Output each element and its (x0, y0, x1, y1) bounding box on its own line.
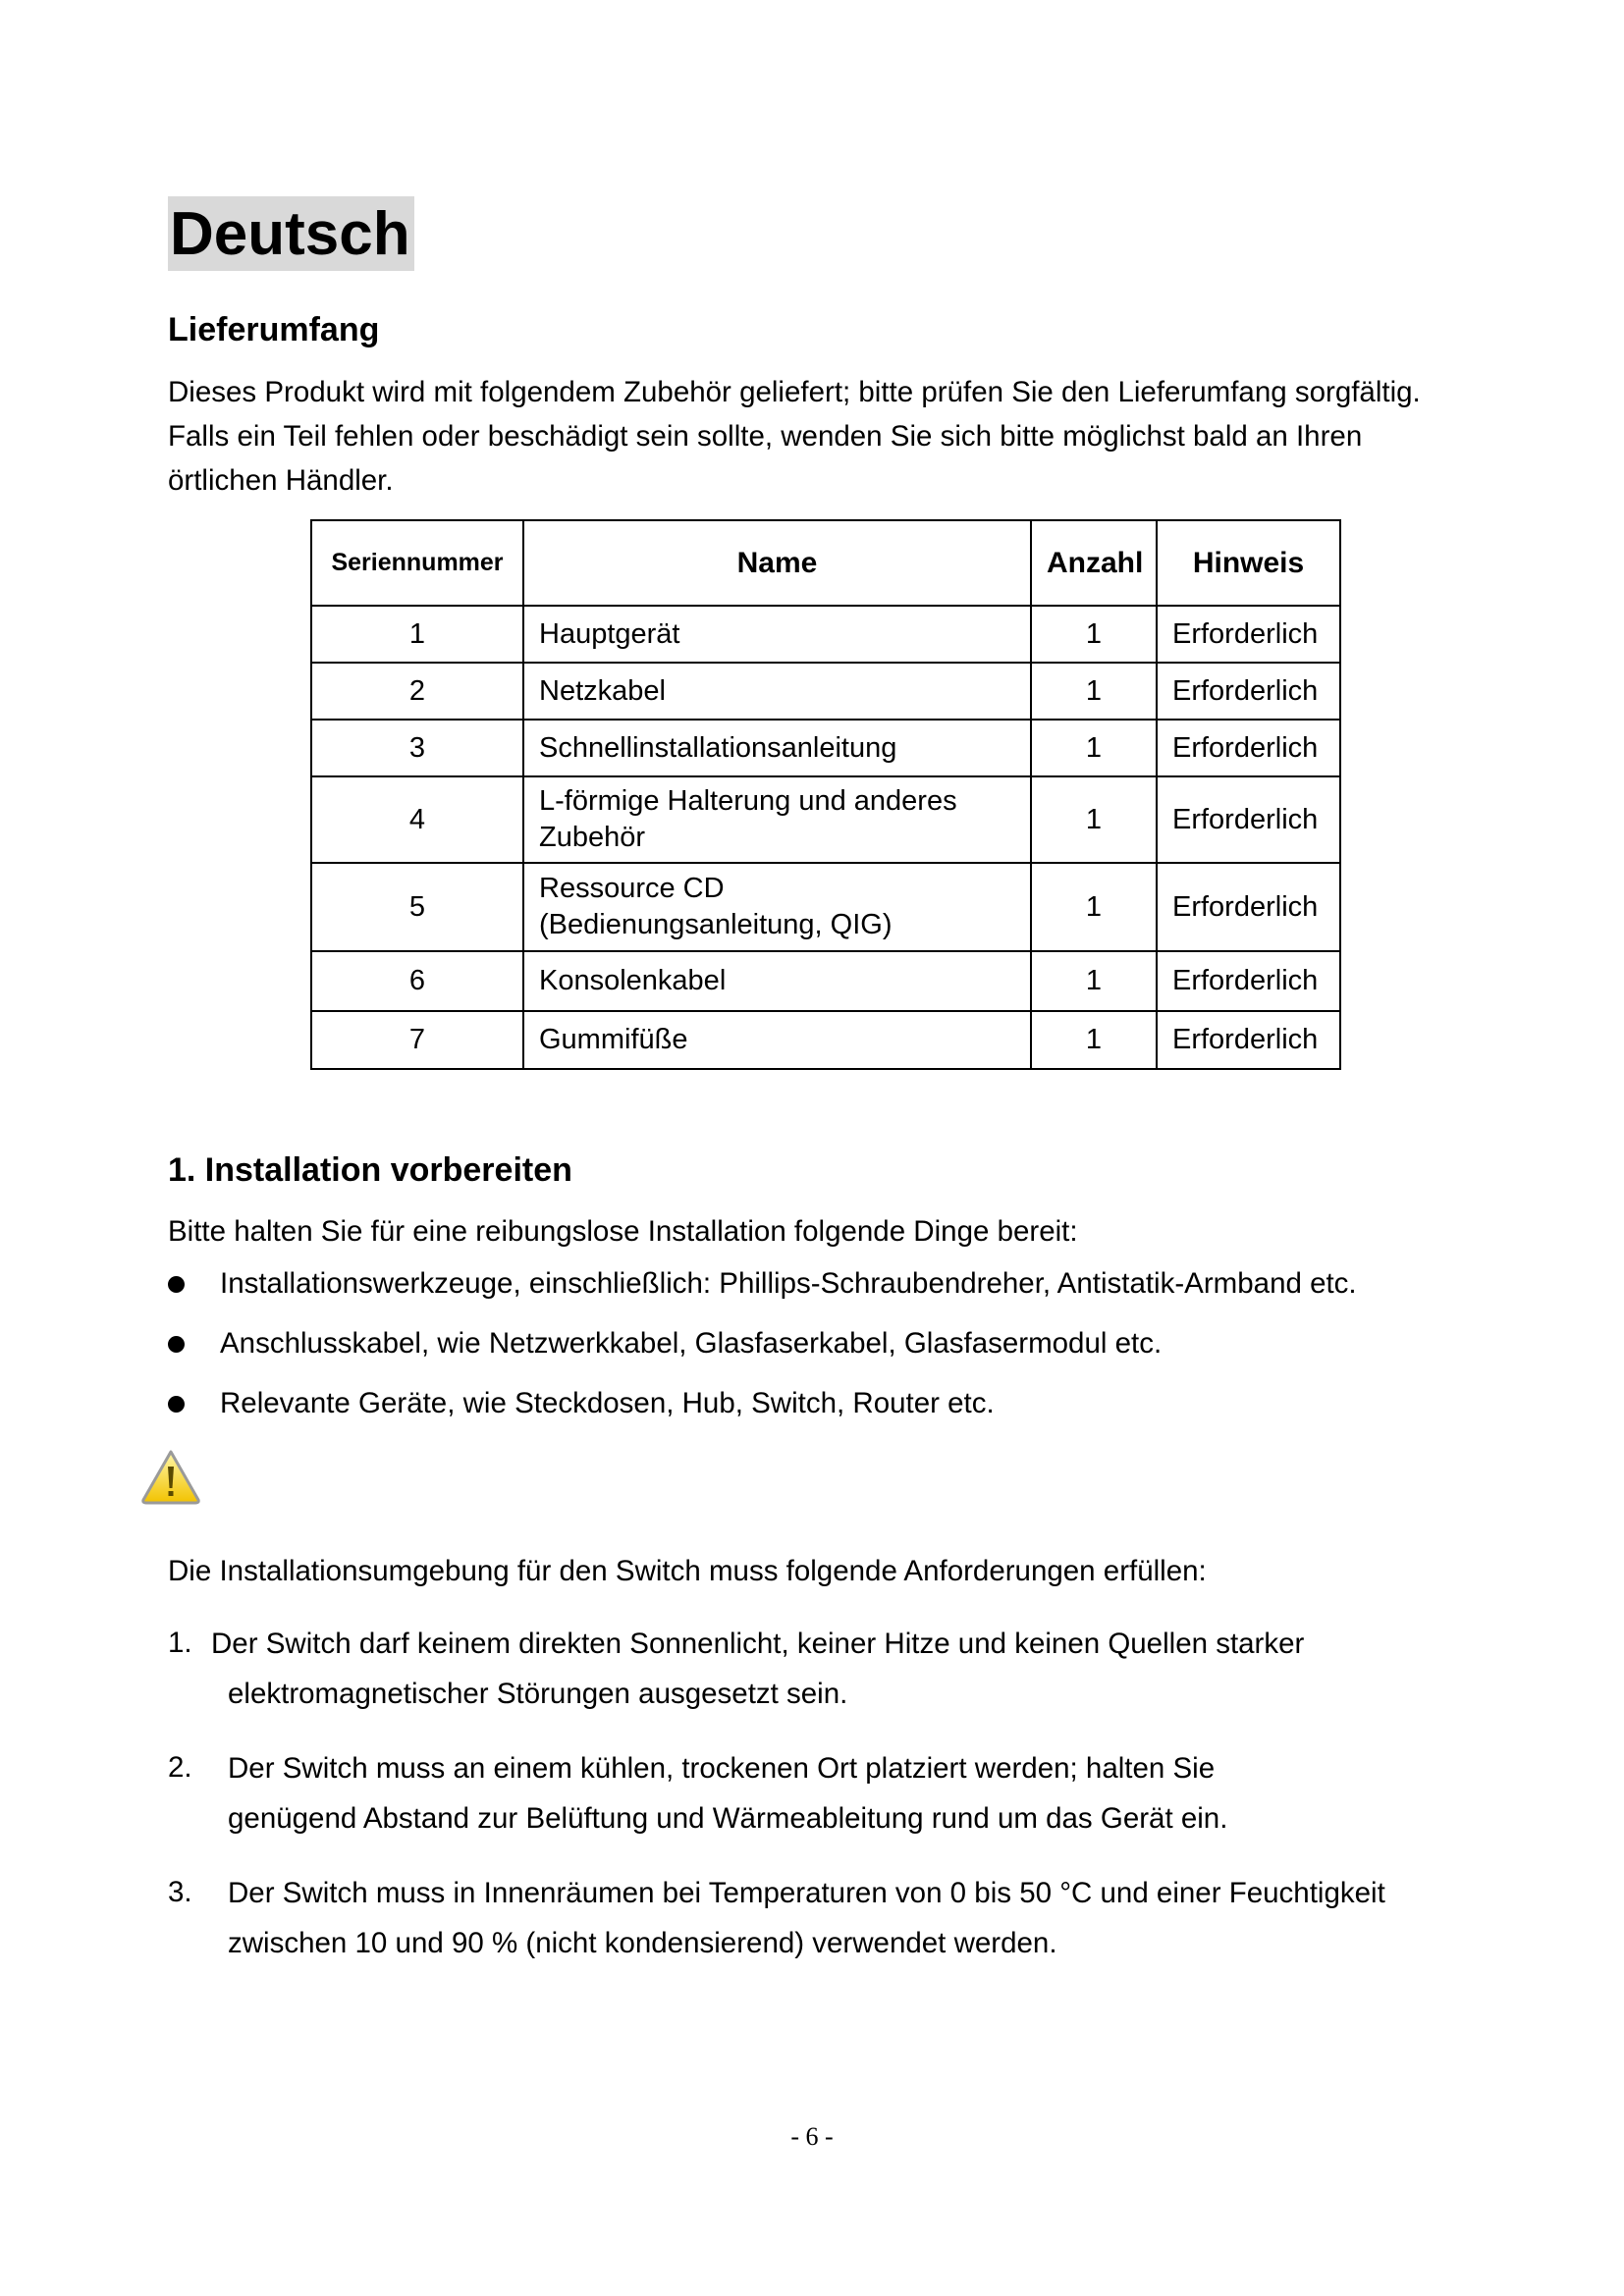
cell-serial: 7 (311, 1011, 523, 1069)
cell-note: Erforderlich (1157, 1011, 1340, 1069)
list-item (168, 1266, 1357, 1326)
cell-serial: 6 (311, 951, 523, 1011)
table-row (311, 1011, 1340, 1069)
item-line: Der Switch darf keinem direkten Sonnenlicht, keiner Hitze und keinen Quellen starker (211, 1628, 1305, 1660)
scope-line: Dieses Produkt wird mit folgendem Zubehör geliefert; bitte prüfen Sie den Lieferumfang sorgfältig. (168, 376, 1421, 408)
cell-count: 1 (1031, 951, 1157, 1011)
cell-name: L-förmige Halterung und anderes Zubehör (523, 776, 1031, 863)
cell-count: 1 (1031, 863, 1157, 951)
header-count: Anzahl (1031, 520, 1157, 606)
header-serial: Seriennummer (311, 520, 523, 606)
bullet-text: Relevante Geräte, wie Steckdosen, Hub, Switch, Router etc. (220, 1387, 995, 1419)
cell-serial: 1 (311, 606, 523, 663)
item-number: 1. (168, 1627, 192, 1659)
cell-serial: 5 (311, 863, 523, 951)
bullet-dot (168, 1276, 185, 1293)
item-text (228, 1868, 1385, 1968)
table-row (311, 606, 1340, 663)
scope-line: Falls ein Teil fehlen oder beschädigt sein sollte, wenden Sie sich bitte möglichst bald an Ihren (168, 420, 1363, 453)
cell-note: Erforderlich (1157, 663, 1340, 720)
cell-serial: 3 (311, 720, 523, 776)
list-item (168, 1326, 1357, 1386)
cell-note: Erforderlich (1157, 863, 1340, 951)
item-text (228, 1743, 1227, 1843)
header-note: Hinweis (1157, 520, 1340, 606)
table-row (311, 720, 1340, 776)
table-row (311, 951, 1340, 1011)
scope-paragraph (168, 370, 1503, 503)
cell-name: Ressource CD (Bedienungsanleitung, QIG) (523, 863, 1031, 951)
scope-line: örtlichen Händler. (168, 464, 394, 497)
cell-count: 1 (1031, 606, 1157, 663)
prep-bullet-list (168, 1266, 1357, 1446)
cell-name: Netzkabel (523, 663, 1031, 720)
warning-triangle-icon (140, 1449, 201, 1506)
item-number: 2. (168, 1751, 192, 1784)
item-line: Der Switch muss an einem kühlen, trockenen Ort platziert werden; halten Sie (228, 1752, 1216, 1785)
prep-heading: 1. Installation vorbereiten (168, 1151, 572, 1189)
package-contents-table (310, 519, 1341, 1070)
page-number: - 6 - (790, 2122, 834, 2151)
bullet-text: Anschlusskabel, wie Netzwerkkabel, Glasfaserkabel, Glasfasermodul etc. (220, 1327, 1163, 1360)
requirements-intro: Die Installationsumgebung für den Switch muss folgende Anforderungen erfüllen: (168, 1555, 1207, 1587)
table-header-row (311, 520, 1340, 606)
cell-note: Erforderlich (1157, 951, 1340, 1011)
table-row (311, 863, 1340, 951)
item-number: 3. (168, 1876, 192, 1908)
cell-name: Schnellinstallationsanleitung (523, 720, 1031, 776)
cell-note: Erforderlich (1157, 606, 1340, 663)
cell-name: Gummifüße (523, 1011, 1031, 1069)
cell-serial: 2 (311, 663, 523, 720)
cell-note: Erforderlich (1157, 720, 1340, 776)
cell-count: 1 (1031, 1011, 1157, 1069)
bullet-dot (168, 1396, 185, 1413)
item-line: zwischen 10 und 90 % (nicht kondensierend) verwendet werden. (228, 1927, 1057, 1959)
cell-note: Erforderlich (1157, 776, 1340, 863)
cell-count: 1 (1031, 663, 1157, 720)
cell-name: Konsolenkabel (523, 951, 1031, 1011)
scope-heading: Lieferumfang (168, 311, 380, 348)
item-text (211, 1619, 1304, 1719)
list-item (168, 1386, 1357, 1446)
bullet-dot (168, 1336, 185, 1353)
cell-serial: 4 (311, 776, 523, 863)
header-name: Name (523, 520, 1031, 606)
item-line: Der Switch muss in Innenräumen bei Temperaturen von 0 bis 50 °C und einer Feuchtigkeit (228, 1877, 1385, 1909)
prep-intro: Bitte halten Sie für eine reibungslose Installation folgende Dinge bereit: (168, 1215, 1078, 1248)
item-line: genügend Abstand zur Belüftung und Wärmeableitung rund um das Gerät ein. (228, 1802, 1228, 1835)
language-title: Deutsch (168, 196, 414, 271)
cell-count: 1 (1031, 720, 1157, 776)
item-line: elektromagnetischer Störungen ausgesetzt sein. (228, 1678, 848, 1710)
table-row (311, 776, 1340, 863)
cell-name: Hauptgerät (523, 606, 1031, 663)
table-row (311, 663, 1340, 720)
bullet-text: Installationswerkzeuge, einschließlich: Phillips-Schraubendreher, Antistatik-Armband etc. (220, 1267, 1357, 1300)
cell-count: 1 (1031, 776, 1157, 863)
